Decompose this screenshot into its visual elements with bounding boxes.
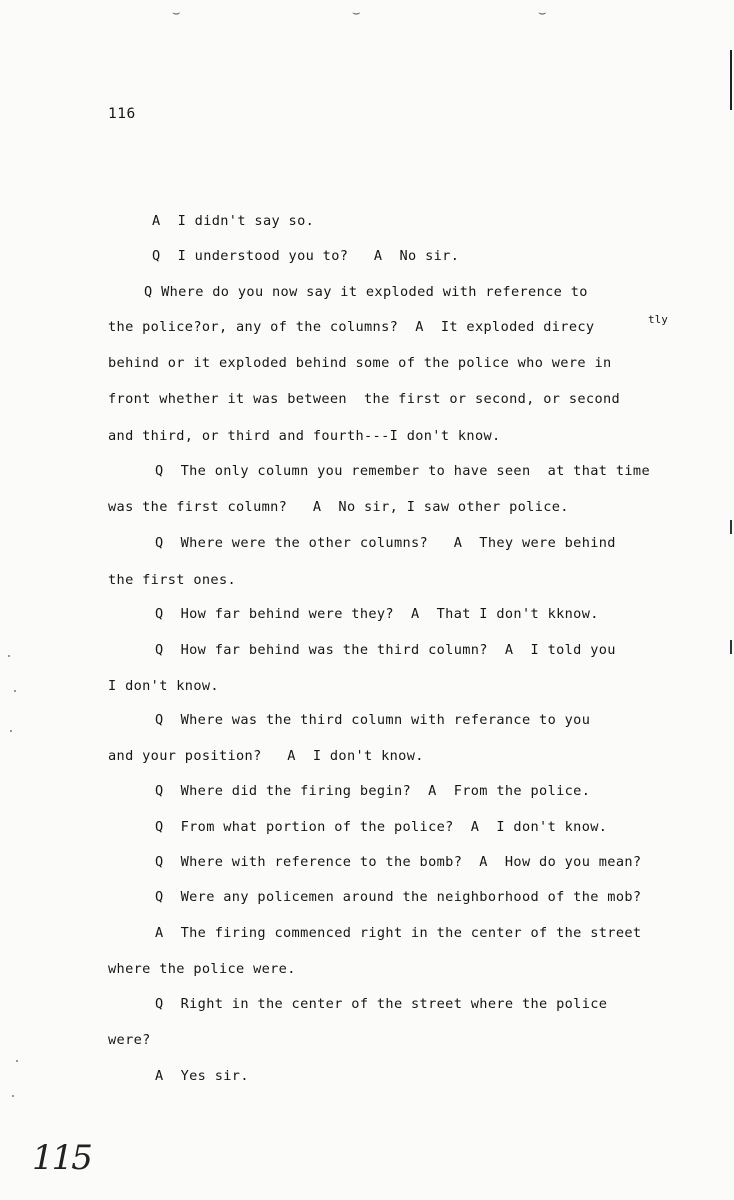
punch-mark: ⌣ <box>352 6 361 21</box>
page-edge-mark <box>730 640 732 654</box>
transcript-line: Q Where was the third column with referance to you <box>155 712 591 728</box>
handwritten-note: 115 <box>32 1138 91 1178</box>
transcript-line: and third, or third and fourth---I don't know. <box>108 428 501 444</box>
page-edge-mark <box>730 50 732 110</box>
transcript-line: Q From what portion of the police? A I don't know. <box>155 819 608 835</box>
transcript-line: Q The only column you remember to have seen at that time <box>155 463 650 479</box>
scan-speck <box>16 1060 18 1062</box>
transcript-line: was the first column? A No sir, I saw other police. <box>108 499 569 515</box>
punch-mark: ⌣ <box>172 6 181 21</box>
transcript-line: I don't know. <box>108 678 219 694</box>
page-number: 116 <box>108 106 136 122</box>
transcript-line: and your position? A I don't know. <box>108 748 424 764</box>
scan-speck <box>12 1095 14 1097</box>
transcript-line: A I didn't say so. <box>152 213 315 229</box>
scan-speck <box>10 730 12 732</box>
page-edge-mark <box>730 520 732 534</box>
scan-speck <box>14 690 16 692</box>
transcript-line: the police?or, any of the columns? A It exploded direcy <box>108 319 595 335</box>
transcript-line: Q How far behind were they? A That I don't kknow. <box>155 606 599 622</box>
transcript-line: where the police were. <box>108 961 296 977</box>
transcript-line: Q Where do you now say it exploded with reference to <box>144 284 588 300</box>
transcript-line: A Yes sir. <box>155 1068 249 1084</box>
transcript-line: Q How far behind was the third column? A I told you <box>155 642 616 658</box>
superscript-correction: tly <box>648 313 668 326</box>
transcript-line: Q Where were the other columns? A They were behind <box>155 535 616 551</box>
transcript-line: Q Where with reference to the bomb? A How do you mean? <box>155 854 642 870</box>
transcript-line: were? <box>108 1032 151 1048</box>
transcript-line: Q Were any policemen around the neighborhood of the mob? <box>155 889 642 905</box>
transcript-line: Q Where did the firing begin? A From the police. <box>155 783 591 799</box>
transcript-line: Q I understood you to? A No sir. <box>152 248 460 264</box>
scan-speck <box>8 655 10 657</box>
transcript-line: A The firing commenced right in the center of the street <box>155 925 642 941</box>
punch-mark: ⌣ <box>538 6 547 21</box>
transcript-line: behind or it exploded behind some of the police who were in <box>108 355 612 371</box>
transcript-line: the first ones. <box>108 572 237 588</box>
transcript-line: Q Right in the center of the street where the police <box>155 996 608 1012</box>
transcript-line: front whether it was between the first or second, or second <box>108 391 621 407</box>
